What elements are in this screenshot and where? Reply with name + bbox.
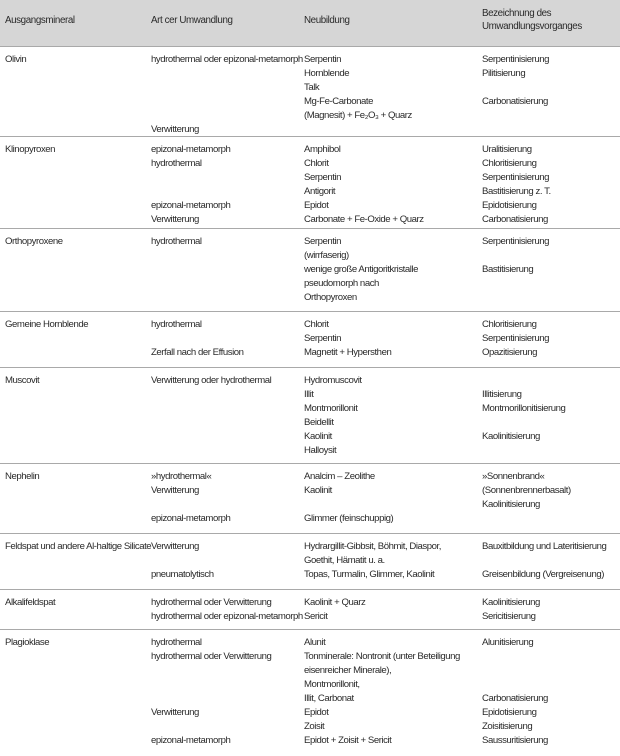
row-divider <box>0 533 620 534</box>
cell-neubildung: Illit <box>304 389 314 400</box>
cell-neubildung: Glimmer (feinschuppig) <box>304 513 394 524</box>
cell-ausgangsmineral: Plagioklase <box>5 637 50 648</box>
cell-bezeichnung: Bastitisierung z. T. <box>482 186 551 197</box>
row-divider <box>0 228 620 229</box>
cell-art: »hydrothermal« <box>151 471 212 482</box>
cell-bezeichnung: Illitisierung <box>482 389 522 400</box>
cell-art: epizonal-metamorph <box>151 735 231 746</box>
cell-art: hydrothermal <box>151 236 202 247</box>
cell-bezeichnung: Serpentinisierung <box>482 54 550 65</box>
cell-bezeichnung: Serpentinisierung <box>482 236 550 247</box>
cell-bezeichnung: Opazitisierung <box>482 347 538 358</box>
cell-ausgangsmineral: Orthopyroxene <box>5 236 63 247</box>
cell-bezeichnung: Kaolinitisierung <box>482 597 540 608</box>
cell-bezeichnung: Saussuritisierung <box>482 735 548 746</box>
cell-art: Verwitterung <box>151 485 199 496</box>
cell-art: pneumatolytisch <box>151 569 214 580</box>
cell-ausgangsmineral: Nephelin <box>5 471 40 482</box>
header-bezeichnung <box>482 7 582 33</box>
cell-neubildung: Topas, Turmalin, Glimmer, Kaolinit <box>304 569 435 580</box>
cell-bezeichnung: Sericitisierung <box>482 611 536 622</box>
cell-ausgangsmineral: Gemeine Hornblende <box>5 319 89 330</box>
cell-art: hydrothermal oder Verwitterung <box>151 651 272 662</box>
cell-neubildung: Kaolinit + Quarz <box>304 597 366 608</box>
cell-neubildung: Hydrargillit-Gibbsit, Böhmit, Diaspor, <box>304 541 441 552</box>
row-divider <box>0 589 620 590</box>
row-divider <box>0 463 620 464</box>
cell-ausgangsmineral: Olivin <box>5 54 27 65</box>
cell-neubildung: Goethit, Hämatit u. a. <box>304 555 385 566</box>
cell-bezeichnung: Zoisitisierung <box>482 721 533 732</box>
cell-neubildung: Magnetit + Hypersthen <box>304 347 392 358</box>
cell-art: Verwitterung <box>151 707 199 718</box>
cell-ausgangsmineral: Alkalifeldspat <box>5 597 56 608</box>
cell-neubildung: Montmorillonit <box>304 403 358 414</box>
cell-ausgangsmineral: Klinopyroxen <box>5 144 56 155</box>
cell-neubildung: Serpentin <box>304 333 342 344</box>
cell-art: epizonal-metamorph <box>151 144 231 155</box>
cell-neubildung: wenige große Antigoritkristalle <box>304 264 419 275</box>
cell-neubildung: Amphibol <box>304 144 341 155</box>
cell-neubildung: Serpentin <box>304 54 342 65</box>
cell-neubildung: Epidot <box>304 707 329 718</box>
cell-art: hydrothermal oder epizonal-metamorph <box>151 611 303 622</box>
cell-bezeichnung: Uralitisierung <box>482 144 532 155</box>
cell-neubildung: Antigorit <box>304 186 336 197</box>
cell-bezeichnung: Carbonatisierung <box>482 214 548 225</box>
row-divider <box>0 46 620 47</box>
cell-neubildung: Serpentin <box>304 236 342 247</box>
cell-neubildung: Carbonate + Fe-Oxide + Quarz <box>304 214 424 225</box>
cell-neubildung: Beidellit <box>304 417 334 428</box>
cell-art: Verwitterung <box>151 541 199 552</box>
header-bezeichnung-line-1: Bezeichnung des <box>482 8 552 19</box>
cell-art: hydrothermal <box>151 158 202 169</box>
cell-neubildung: Zoisit <box>304 721 325 732</box>
cell-bezeichnung: Serpentinisierung <box>482 172 550 183</box>
cell-neubildung: Epidot <box>304 200 329 211</box>
cell-neubildung: (wirrfaserig) <box>304 250 349 261</box>
cell-bezeichnung: Serpentinisierung <box>482 333 550 344</box>
cell-ausgangsmineral: Muscovit <box>5 375 40 386</box>
cell-bezeichnung: Greisenbildung (Vergreisenung) <box>482 569 604 580</box>
cell-art: hydrothermal <box>151 319 202 330</box>
cell-art: hydrothermal oder Verwitterung <box>151 597 272 608</box>
row-divider <box>0 629 620 630</box>
cell-bezeichnung: Carbonatisierung <box>482 96 548 107</box>
cell-bezeichnung: »Sonnenbrand« <box>482 471 545 482</box>
cell-art: epizonal-metamorph <box>151 513 231 524</box>
cell-neubildung: eisenreicher Minerale), <box>304 665 392 676</box>
cell-bezeichnung: Bastitisierung <box>482 264 534 275</box>
cell-bezeichnung: Alunitisierung <box>482 637 534 648</box>
cell-bezeichnung: (Sonnenbrennerbasalt) <box>482 485 571 496</box>
cell-neubildung: Kaolinit <box>304 431 332 442</box>
cell-bezeichnung: Kaolinitisierung <box>482 499 540 510</box>
cell-neubildung: Epidot + Zoisit + Sericit <box>304 735 392 746</box>
cell-bezeichnung: Bauxitbildung und Lateritisierung <box>482 541 607 552</box>
cell-neubildung: (Magnesit) + Fe₂O₃ + Quarz <box>304 110 412 121</box>
cell-neubildung: Chlorit <box>304 319 329 330</box>
header-ausgangsmineral: Ausgangsmineral <box>5 15 75 26</box>
cell-art: hydrothermal oder epizonal-metamorph <box>151 54 303 65</box>
cell-bezeichnung: Chloritisierung <box>482 158 537 169</box>
cell-bezeichnung: Kaolinitisierung <box>482 431 540 442</box>
cell-neubildung: Halloysit <box>304 445 337 456</box>
cell-art: epizonal-metamorph <box>151 200 231 211</box>
cell-art: Verwitterung <box>151 214 199 225</box>
cell-art: Verwitterung <box>151 124 199 135</box>
cell-ausgangsmineral: Feldspat und andere Al-haltige Silicate <box>5 541 152 552</box>
cell-neubildung: Chlorit <box>304 158 329 169</box>
cell-neubildung: Tonminerale: Nontronit (unter Beteiligung <box>304 651 460 662</box>
cell-neubildung: Hydromuscovit <box>304 375 362 386</box>
cell-neubildung: Serpentin <box>304 172 342 183</box>
cell-bezeichnung: Carbonatisierung <box>482 693 548 704</box>
cell-art: hydrothermal <box>151 637 202 648</box>
header-art-der-umwandlung: Art cer Umwandlung <box>151 15 233 26</box>
cell-art: Zerfall nach der Effusion <box>151 347 244 358</box>
cell-neubildung: Montmorillonit, <box>304 679 360 690</box>
cell-neubildung: Analcim – Zeolithe <box>304 471 375 482</box>
header-bezeichnung-line-2: Umwandlungsvorganges <box>482 21 582 32</box>
row-divider <box>0 136 620 137</box>
cell-neubildung: Illit, Carbonat <box>304 693 354 704</box>
header-neubildung: Neubildung <box>304 15 350 26</box>
cell-bezeichnung: Epidotisierung <box>482 707 537 718</box>
row-divider <box>0 311 620 312</box>
cell-bezeichnung: Epidotisierung <box>482 200 537 211</box>
cell-bezeichnung: Pilitisierung <box>482 68 526 79</box>
cell-neubildung: Kaolinit <box>304 485 332 496</box>
cell-neubildung: Orthopyroxen <box>304 292 357 303</box>
cell-neubildung: pseudomorph nach <box>304 278 379 289</box>
cell-bezeichnung: Montmorillonitisierung <box>482 403 566 414</box>
cell-neubildung: Sericit <box>304 611 328 622</box>
cell-art: Verwitterung oder hydrothermal <box>151 375 272 386</box>
cell-neubildung: Hornblende <box>304 68 350 79</box>
cell-neubildung: Mg-Fe-Carbonate <box>304 96 373 107</box>
row-divider <box>0 367 620 368</box>
cell-neubildung: Alunit <box>304 637 326 648</box>
cell-bezeichnung: Chloritisierung <box>482 319 537 330</box>
cell-neubildung: Talk <box>304 82 320 93</box>
